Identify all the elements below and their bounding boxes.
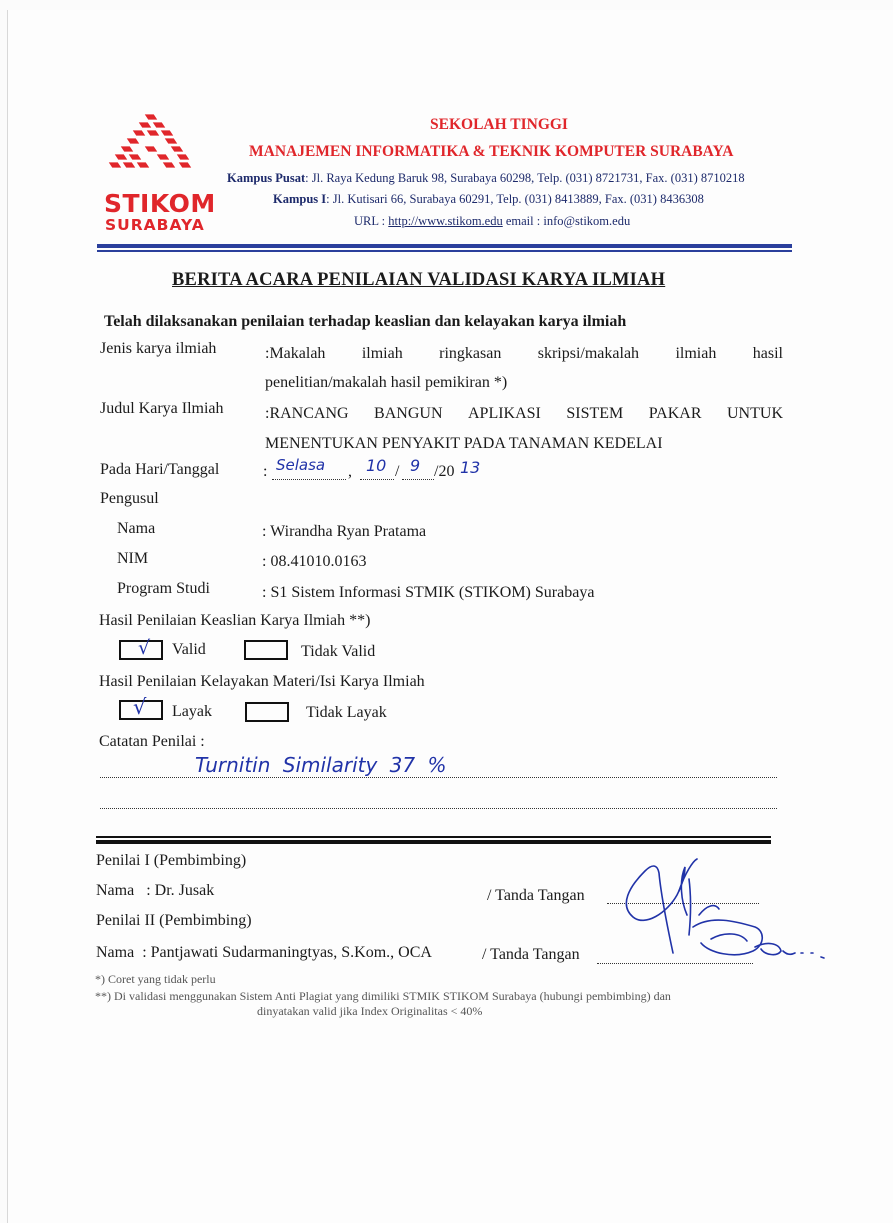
jenis-value-line1 (265, 345, 783, 363)
nim-value: : 08.41010.0163 (262, 553, 367, 570)
tanggal-dots-month (402, 479, 434, 480)
pengusul-label: Pengusul (100, 490, 159, 507)
nama-value: : Wirandha Ryan Pratama (262, 523, 427, 540)
nama-label: Nama (117, 520, 156, 537)
judul-word: BANGUN (374, 405, 443, 422)
jenis-value-line2: penelitian/makalah hasil pemikiran *) (265, 374, 508, 391)
logo-text-bottom: SURABAYA (105, 216, 205, 234)
prodi-label: Program Studi (117, 580, 210, 597)
penilai2-nama: Nama : Pantjawati Sudarmaningtyas, S.Kom., OCA (96, 944, 432, 961)
judul-word: APLIKASI (467, 405, 541, 422)
valid-label: Valid (172, 641, 206, 658)
judul-value-line1 (265, 405, 783, 423)
catatan-label: Catatan Penilai : (99, 733, 205, 750)
jenis-label: Jenis karya ilmiah (100, 340, 217, 357)
header-rule-thin (97, 250, 792, 252)
kelayakan-label: Hasil Penilaian Kelayakan Materi/Isi Karya Ilmiah (99, 673, 425, 690)
catatan-hand: Turnitin Similarity 37 % (195, 753, 447, 777)
url-label: URL : (354, 214, 389, 228)
judul-value-line2: MENENTUKAN PENYAKIT PADA TANAMAN KEDELAI (265, 435, 663, 452)
footnote-1: *) Coret yang tidak perlu (95, 972, 216, 986)
footnote-2: **) Di validasi menggunakan Sistem Anti Plagiat yang dimiliki STMIK STIKOM Surabaya (hubungi pembimbing) dan (95, 989, 671, 1003)
campus-1-label: Kampus I (273, 192, 327, 206)
checkmark-icon: √ (133, 695, 147, 719)
tanggal-label: Pada Hari/Tanggal (100, 461, 220, 478)
tidak-layak-label: Tidak Layak (306, 704, 387, 721)
penilai2-ttd-label: / Tanda Tangan (482, 946, 580, 963)
jenis-word: hasil (752, 345, 783, 362)
nim-label: NIM (117, 550, 149, 567)
website-link[interactable]: http://www.stikom.edu (388, 214, 503, 228)
logo-text-top: STIKOM (104, 189, 216, 218)
section-rule-thin (96, 836, 771, 838)
institution-line1: SEKOLAH TINGGI (430, 116, 568, 133)
tidak-layak-checkbox[interactable] (245, 702, 289, 722)
institution-line2: MANAJEMEN INFORMATIKA & TEKNIK KOMPUTER SURABAYA (249, 143, 734, 160)
campus-1-text: : Jl. Kutisari 66, Surabaya 60291, Telp. (031) 8413889, Fax. (031) 8436308 (326, 192, 704, 206)
judul-label: Judul Karya Ilmiah (100, 400, 224, 417)
tanggal-hari-hand: Selasa (276, 456, 326, 474)
signature-icon (615, 855, 835, 970)
campus-main-label: Kampus Pusat (227, 171, 306, 185)
tanggal-colon: : (263, 463, 268, 480)
judul-word: :RANCANG (265, 405, 349, 422)
jenis-word: ilmiah (675, 345, 717, 362)
intro-text: Telah dilaksanakan penilaian terhadap keaslian dan kelayakan karya ilmiah (104, 313, 627, 330)
contact-line (354, 214, 630, 229)
penilai2-heading: Penilai II (Pembimbing) (96, 912, 252, 929)
document-title: BERITA ACARA PENILAIAN VALIDASI KARYA ILMIAH (172, 270, 666, 290)
judul-word: UNTUK (727, 405, 783, 422)
campus-1 (273, 192, 704, 207)
email-text: email : info@stikom.edu (502, 214, 631, 228)
penilai1-ttd-label: / Tanda Tangan (487, 887, 585, 904)
tanggal-sep3: /20 (434, 463, 455, 480)
header-rule-thick (97, 244, 792, 248)
jenis-word: ilmiah (361, 345, 403, 362)
jenis-word: :Makalah (265, 345, 326, 362)
tanggal-month-hand: 9 (410, 456, 421, 475)
stikom-logo-icon (104, 112, 200, 198)
tanggal-year-hand: 13 (460, 458, 481, 477)
tidak-valid-label: Tidak Valid (301, 643, 376, 660)
prodi-value: : S1 Sistem Informasi STMIK (STIKOM) Surabaya (262, 584, 595, 601)
tanggal-sep1: , (348, 463, 352, 480)
catatan-dots-line1 (100, 777, 777, 778)
keaslian-label: Hasil Penilaian Keaslian Karya Ilmiah **) (99, 612, 371, 629)
campus-main (227, 171, 745, 186)
judul-word: PAKAR (648, 405, 702, 422)
campus-main-text: : Jl. Raya Kedung Baruk 98, Surabaya 60298, Telp. (031) 8721731, Fax. (031) 8710218 (305, 171, 745, 185)
tanggal-dots-hari (272, 479, 346, 480)
penilai1-nama: Nama : Dr. Jusak (96, 882, 215, 899)
penilai1-heading: Penilai I (Pembimbing) (96, 852, 247, 869)
judul-word: SISTEM (566, 405, 624, 422)
checkmark-icon: √ (138, 637, 151, 659)
tanggal-dots-day (360, 479, 394, 480)
tidak-valid-checkbox[interactable] (244, 640, 288, 660)
footnote-3: dinyatakan valid jika Index Originalitas < 40% (257, 1004, 483, 1018)
jenis-word: skripsi/makalah (537, 345, 640, 362)
layak-label: Layak (172, 703, 212, 720)
tanggal-sep2: / (395, 463, 400, 480)
section-rule-thick (96, 840, 771, 844)
tanggal-day-hand: 10 (366, 456, 387, 475)
catatan-dots-line2 (100, 808, 777, 809)
jenis-word: ringkasan (439, 345, 502, 362)
